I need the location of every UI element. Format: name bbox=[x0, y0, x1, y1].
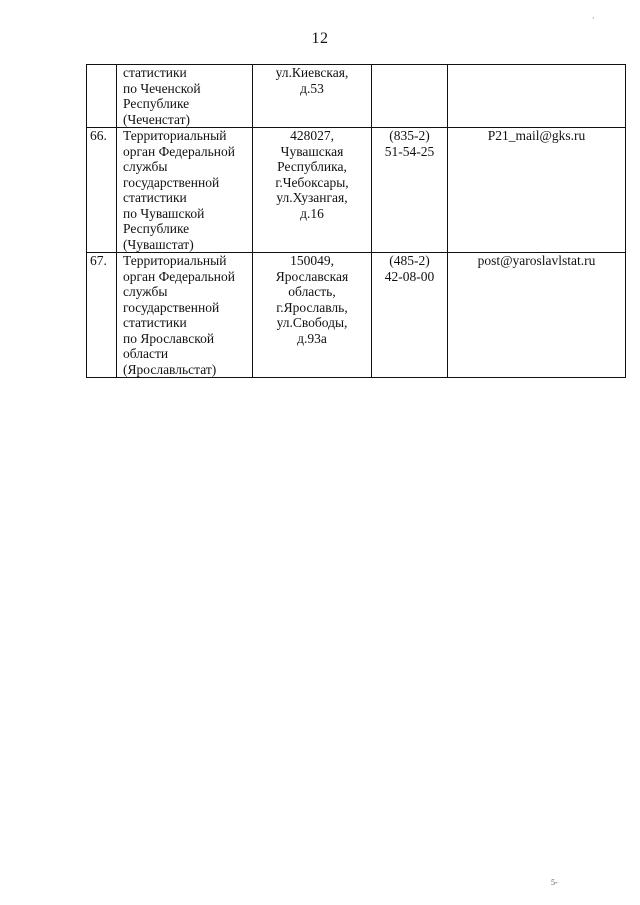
office-name-line: области bbox=[123, 346, 169, 361]
address-cell bbox=[253, 253, 372, 378]
office-name-line: по Чувашской bbox=[123, 205, 205, 221]
row-number-cell bbox=[87, 65, 117, 128]
address-line: Чувашская bbox=[280, 143, 344, 159]
phone-number: 51-54-25 bbox=[384, 143, 435, 159]
phone-code: (485-2) bbox=[389, 253, 430, 268]
office-name-cell bbox=[117, 128, 253, 253]
address-line: д.16 bbox=[300, 205, 324, 221]
email-address: P21_mail@gks.ru bbox=[487, 128, 586, 143]
address-line: область, bbox=[288, 284, 336, 299]
office-name-line: Территориальный bbox=[123, 253, 227, 268]
office-name-line: государственной bbox=[123, 299, 220, 315]
office-name-line: Республике bbox=[123, 96, 190, 111]
address-cell bbox=[253, 128, 372, 253]
office-name-line: статистики bbox=[123, 65, 187, 80]
office-name-line: статистики bbox=[123, 190, 187, 205]
address-line: д.53 bbox=[300, 80, 324, 96]
row-number-cell: 67. bbox=[87, 253, 117, 378]
office-name-line: по Ярославской bbox=[123, 330, 215, 346]
table-row bbox=[87, 253, 626, 378]
email-cell bbox=[448, 128, 626, 253]
address-line: г.Ярославль, bbox=[276, 299, 348, 315]
office-name-cell bbox=[117, 65, 253, 128]
address-line: ул.Хузангая, bbox=[276, 190, 348, 205]
address-line: ул.Киевская, bbox=[275, 65, 349, 80]
row-number-cell: 66. bbox=[87, 128, 117, 253]
office-name-line: (Ярославльстат) bbox=[123, 361, 217, 377]
office-name-line: орган Федеральной bbox=[123, 143, 235, 159]
office-name-line: службы bbox=[123, 159, 168, 174]
office-name-line: Территориальный bbox=[123, 128, 227, 143]
email-cell bbox=[448, 65, 626, 128]
address-line: Ярославская bbox=[275, 268, 349, 284]
address-line: г.Чебоксары, bbox=[275, 174, 349, 190]
phone-code: (835-2) bbox=[389, 128, 430, 143]
office-name-cell bbox=[117, 253, 253, 378]
address-line: 428027, bbox=[290, 128, 334, 143]
office-name-line: орган Федеральной bbox=[123, 268, 235, 284]
email-cell bbox=[448, 253, 626, 378]
table-row bbox=[87, 65, 626, 128]
scan-mark-bottom: 5- bbox=[551, 878, 558, 887]
statistics-offices-table bbox=[86, 64, 626, 378]
address-line: Республика, bbox=[277, 159, 347, 174]
office-name-line: службы bbox=[123, 284, 168, 299]
address-line: 150049, bbox=[290, 253, 334, 268]
phone-cell bbox=[372, 253, 448, 378]
phone-number: 42-08-00 bbox=[384, 268, 435, 284]
office-name-line: по Чеченской bbox=[123, 80, 201, 96]
page-number: 12 bbox=[311, 30, 329, 47]
office-name-line: Республике bbox=[123, 221, 190, 236]
email-address: post@yaroslavlstat.ru bbox=[477, 253, 596, 268]
address-cell bbox=[253, 65, 372, 128]
office-name-line: статистики bbox=[123, 315, 187, 330]
phone-cell bbox=[372, 65, 448, 128]
office-name-line: государственной bbox=[123, 174, 220, 190]
office-name-line: (Чувашстат) bbox=[123, 236, 194, 252]
address-line: д.93а bbox=[297, 330, 327, 346]
scan-speck-top: · bbox=[592, 14, 595, 23]
office-name-line: (Чеченстат) bbox=[123, 111, 191, 127]
phone-cell bbox=[372, 128, 448, 253]
table-row bbox=[87, 128, 626, 253]
address-line: ул.Свободы, bbox=[276, 315, 348, 330]
